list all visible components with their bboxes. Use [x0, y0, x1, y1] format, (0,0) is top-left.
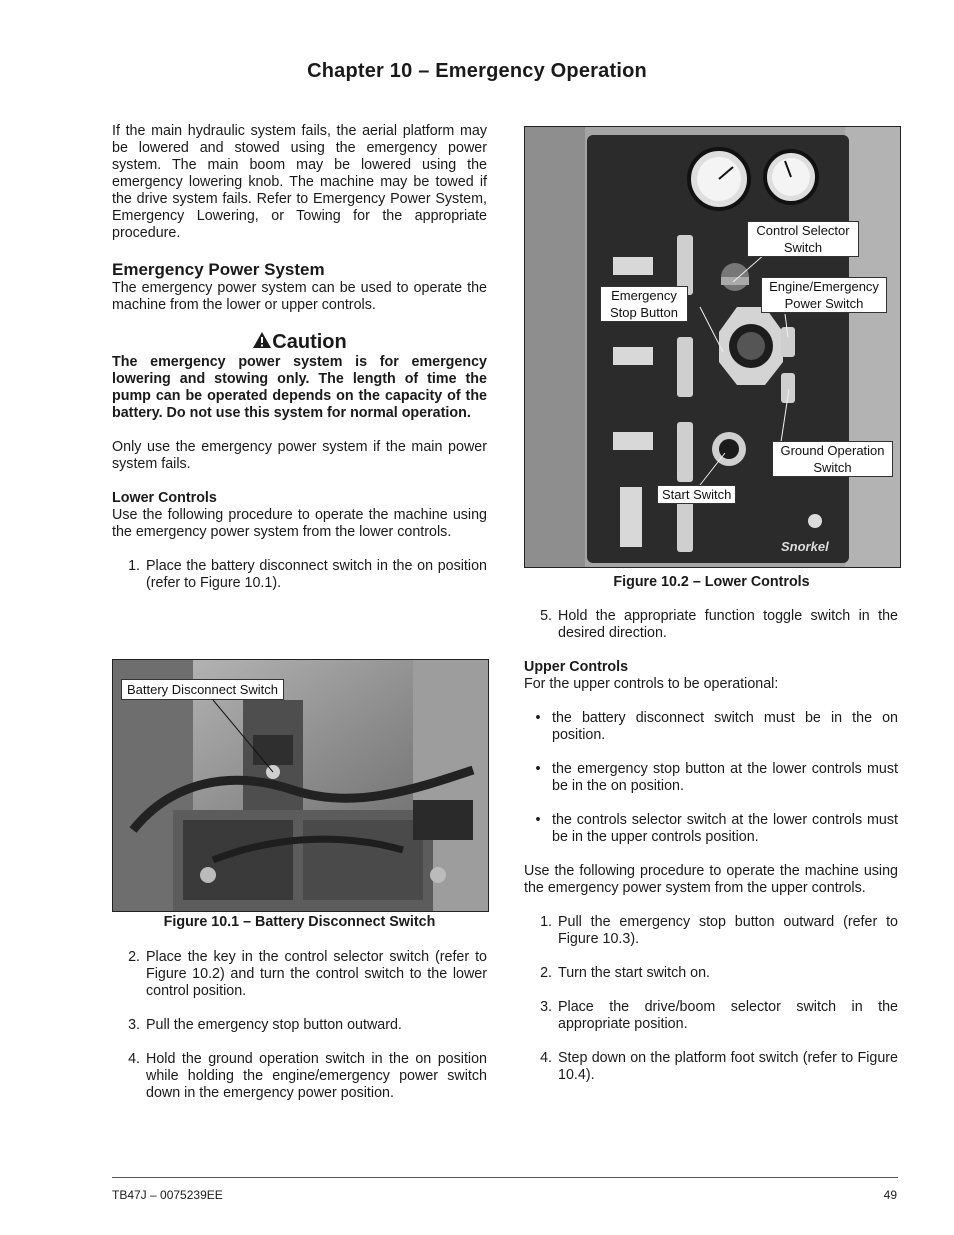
- upper-bullet-1: • the battery disconnect switch must be in the on position.: [535, 710, 898, 743]
- step-text: Place the key in the control selector switch (refer to Figure 10.2) and turn the control switch to the lower control position.: [146, 949, 487, 999]
- lower-step-3: [112, 1017, 487, 1034]
- control-selector-label: Control Selector Switch: [747, 221, 859, 257]
- upper-step-3: [524, 999, 898, 1033]
- caution-label: Caution: [272, 331, 347, 353]
- step-number: 1.: [540, 914, 552, 930]
- upper-step-4: [524, 1050, 898, 1084]
- chapter-title: Chapter 10 – Emergency Operation: [307, 60, 647, 82]
- step-number: 2.: [128, 949, 140, 965]
- figure-10-1-caption: Figure 10.1 – Battery Disconnect Switch: [163, 914, 436, 930]
- step-text: Pull the emergency stop button outward (refer to Figure 10.3).: [558, 914, 898, 947]
- upper-bullet-2: • the emergency stop button at the lower controls must be in the on position.: [535, 761, 898, 794]
- caution-text: The emergency power system is for emergency lowering and stowing only. The length of time the pump can be operated depends on the capacity of the battery. Do not use this system for normal operation.: [112, 354, 487, 421]
- upper-bullet-3: • the controls selector switch at the lower controls must be in the upper controls position.: [535, 812, 898, 845]
- step-number: 4.: [128, 1051, 140, 1067]
- start-switch-label: Start Switch: [657, 485, 736, 504]
- footer-page-number: 49: [883, 1188, 897, 1202]
- upper-step-1: [524, 914, 898, 948]
- step-text: Place the battery disconnect switch in the on position (refer to Figure 10.1).: [146, 558, 487, 591]
- step-number: 2.: [540, 965, 552, 981]
- step-number: 1.: [128, 558, 140, 574]
- lower-steps-continued: [112, 949, 487, 1102]
- caution-title: [112, 330, 487, 354]
- only-use-text: Only use the emergency power system if the main power system fails.: [112, 439, 487, 472]
- eps-heading: Emergency Power System: [112, 260, 325, 279]
- right-column: [524, 608, 898, 1084]
- figure-10-2-caption: Figure 10.2 – Lower Controls: [613, 574, 810, 590]
- bullet-text: the battery disconnect switch must be in the on position.: [552, 710, 898, 743]
- footer-doc-id: TB47J – 0075239EE: [112, 1188, 223, 1202]
- bullet-text: the controls selector switch at the lower controls must be in the upper controls position.: [552, 812, 898, 845]
- step-text: Hold the ground operation switch in the on position while holding the engine/emergency power switch down in the emergency power position.: [146, 1051, 487, 1101]
- snorkel-logo: Snorkel: [781, 539, 829, 554]
- lower-step-4: [112, 1051, 487, 1102]
- step-number: 5.: [540, 608, 552, 624]
- warning-icon: [252, 331, 272, 349]
- ground-operation-label: Ground Operation Switch: [772, 441, 893, 477]
- step-text: Place the drive/boom selector switch in the appropriate position.: [558, 999, 898, 1032]
- lower-step-5: [524, 608, 898, 642]
- left-column: [112, 123, 487, 592]
- lower-controls-photo: [524, 126, 901, 568]
- upper-step-2: [524, 965, 898, 982]
- lower-step-1: [112, 558, 487, 592]
- step-text: Pull the emergency stop button outward.: [146, 1017, 402, 1033]
- upper-procedure-intro: Use the following procedure to operate the machine using the emergency power system from the upper controls.: [524, 863, 898, 896]
- lower-controls-heading: Lower Controls: [112, 490, 217, 506]
- step-number: 4.: [540, 1050, 552, 1066]
- step-text: Step down on the platform foot switch (refer to Figure 10.4).: [558, 1050, 898, 1083]
- step-number: 3.: [128, 1017, 140, 1033]
- lower-step-2: [112, 949, 487, 1000]
- eps-text: The emergency power system can be used to operate the machine from the lower or upper controls.: [112, 280, 487, 313]
- battery-disconnect-photo: [112, 659, 489, 912]
- step-number: 3.: [540, 999, 552, 1015]
- upper-controls-intro: For the upper controls to be operational:: [524, 676, 779, 692]
- emergency-stop-label: Emergency Stop Button: [600, 286, 688, 322]
- intro-paragraph: If the main hydraulic system fails, the aerial platform may be lowered and stowed using the emergency power system. The main boom may be lowered using the emergency lowering knob. The machine may be towed if the drive system fails. Refer to Emergency Power System, Emergency Lowering, or Towing for the appropriate procedure.: [112, 123, 487, 241]
- upper-controls-heading: Upper Controls: [524, 659, 629, 675]
- bullet-text: the emergency stop button at the lower controls must be in the on position.: [552, 761, 898, 794]
- step-text: Hold the appropriate function toggle switch in the desired direction.: [558, 608, 898, 641]
- lower-controls-intro: Use the following procedure to operate the machine using the emergency power system from the lower controls.: [112, 507, 487, 540]
- footer-divider: [112, 1177, 898, 1178]
- engine-emergency-label: Engine/Emergency Power Switch: [761, 277, 887, 313]
- step-text: Turn the start switch on.: [558, 965, 711, 981]
- battery-disconnect-label: Battery Disconnect Switch: [121, 679, 284, 700]
